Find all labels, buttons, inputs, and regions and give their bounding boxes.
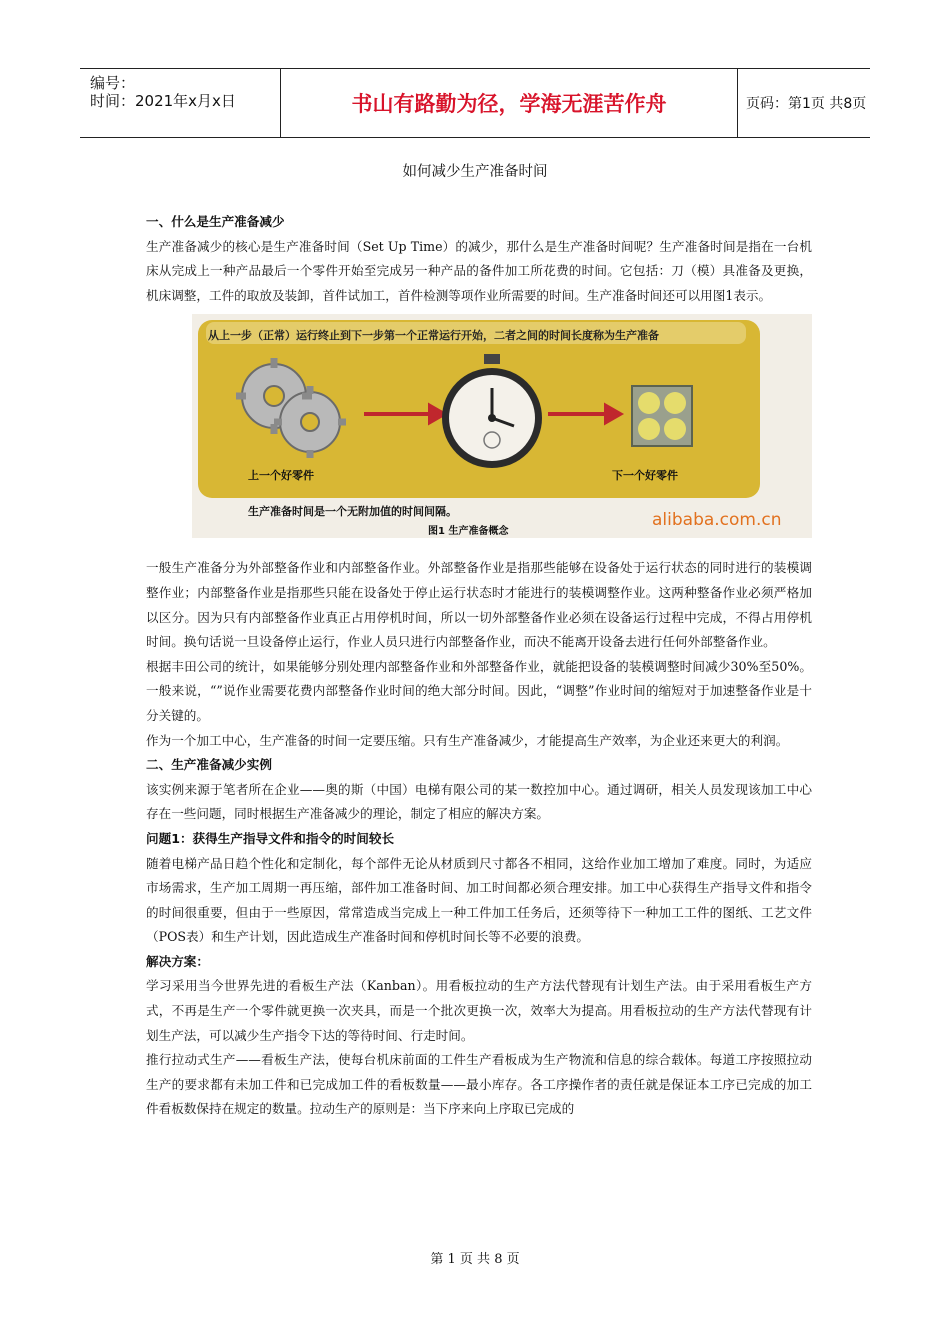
document-body: [146, 210, 812, 1122]
paragraph: 该实例来源于笔者所在企业——奥的斯（中国）电梯有限公司的某一数控加中心。通过调研，相关人员发现该加工中心存在一些问题，同时根据生产准备减少的理论，制定了相应的解决方案。: [146, 781, 812, 822]
figure-label: 图1 生产准备概念: [428, 526, 509, 538]
figure-left-caption: 上一个好零件: [248, 469, 314, 483]
watermark-brand: alibaba.com.cn: [652, 510, 782, 531]
paragraph: 根据丰田公司的统计，如果能够分别处理内部整备作业和外部整备作业，就能把设备的装模调整时间减少30%至50%。一般来说，“”说作业需要花费内部整备作业时间的绝大部分时间。因此，“调整”作业时间的缩短对于加速整备作业是十分关键的。: [146, 658, 812, 723]
page-info: 页码：第1页 共8页: [746, 96, 867, 112]
paragraph: 随着电梯产品日趋个性化和定制化，每个部件无论从材质到尺寸都各不相同，这给作业加工增加了难度。同时，为适应市场需求，生产加工周期一再压缩，部件加工准备时间、加工时间都必须合理安排。加工中心获得生产指导文件和指令的时间很重要，但由于一些原因，常常造成当完成上一种工件加工任务后，还须等待下一种加工工件的图纸、工艺文件（POS表）和生产计划，因此造成生产准备时间和停机时间长等不必要的浪费。: [146, 855, 812, 945]
figure-setup-concept: [192, 314, 812, 538]
part-icon: [632, 386, 692, 446]
paragraph: 一般生产准备分为外部整备作业和内部整备作业。外部整备作业是指那些能够在设备处于运行状态的同时进行的装模调整作业；内部整备作业是指那些只能在设备处于停止运行状态时才能进行的装模调整作业。这两种整备作业必须严格加以区分。因为只有内部整备作业真正占用停机时间，所以一切外部整备作业必须在设备运行过程中完成，不得占用停机时间。换句话说一旦设备停止运行，作业人员只进行内部整备作业，而决不能离开设备去进行任何外部整备作业。: [146, 560, 812, 650]
page-footer: 第 1 页 共 8 页: [430, 1252, 520, 1267]
document-title: 如何减少生产准备时间: [402, 164, 548, 180]
page-header: [80, 68, 870, 138]
paragraph: 学习采用当今世界先进的看板生产法（Kanban）。用看板拉动的生产方法代替现有计划生产法。由于采用看板生产方式，不再是生产一个零件就更换一次夹具，而是一个批次更换一次，效率大为提高。用看板拉动的生产方法代替现有计划生产法，可以减少生产指令下达的等待时间、行走时间。: [146, 978, 812, 1043]
number-label: 编号：: [90, 74, 136, 92]
figure-note: 生产准备时间是一个无附加值的时间间隔。: [248, 505, 457, 519]
figure-banner: 从上一步（正常）运行终止到下一步第一个正常运行开始，二者之间的时间长度称为生产准备: [208, 329, 659, 343]
section-heading-2: 二、生产准备减少实例: [146, 757, 272, 773]
header-motto-cell: [280, 69, 738, 137]
paragraph: 推行拉动式生产——看板生产法，使每台机床前面的工件生产看板成为生产物流和信息的综合载体。每道工序按照拉动生产的要求都有未加工件和已完成加工件的看板数量——最小库存。各工序操作者的责任就是保证本工序已完成的加工件看板数保持在规定的数量。拉动生产的原则是：当下序来向上序取已完成的: [146, 1052, 812, 1117]
figure-right-caption: 下一个好零件: [612, 469, 678, 483]
paragraph: 作为一个加工中心，生产准备的时间一定要压缩。只有生产准备减少，才能提高生产效率，为企业还来更大的利润。: [146, 732, 789, 748]
header-meta-cell: [80, 69, 280, 137]
paragraph: 生产准备减少的核心是生产准备时间（Set Up Time）的减少，那什么是生产准备时间呢？生产准备时间是指在一台机床从完成上一种产品最后一个零件开始至完成另一种产品的备件加工所花费的时间。它包括：刀（模）具准备及更换，机床调整，工件的取放及装卸，首件试加工，首件检测等项作业所需要的时间。生产准备时间还可以用图1表示。: [146, 238, 812, 303]
date-label: 时间：2021年x月x日: [90, 92, 236, 110]
solution-heading: 解决方案：: [146, 953, 209, 969]
section-heading-1: 一、什么是生产准备减少: [146, 214, 285, 229]
motto-text: 书山有路勤为径，学海无涯苦作舟: [351, 92, 667, 116]
problem-heading: 问题1：获得生产指导文件和指令的时间较长: [146, 830, 395, 846]
